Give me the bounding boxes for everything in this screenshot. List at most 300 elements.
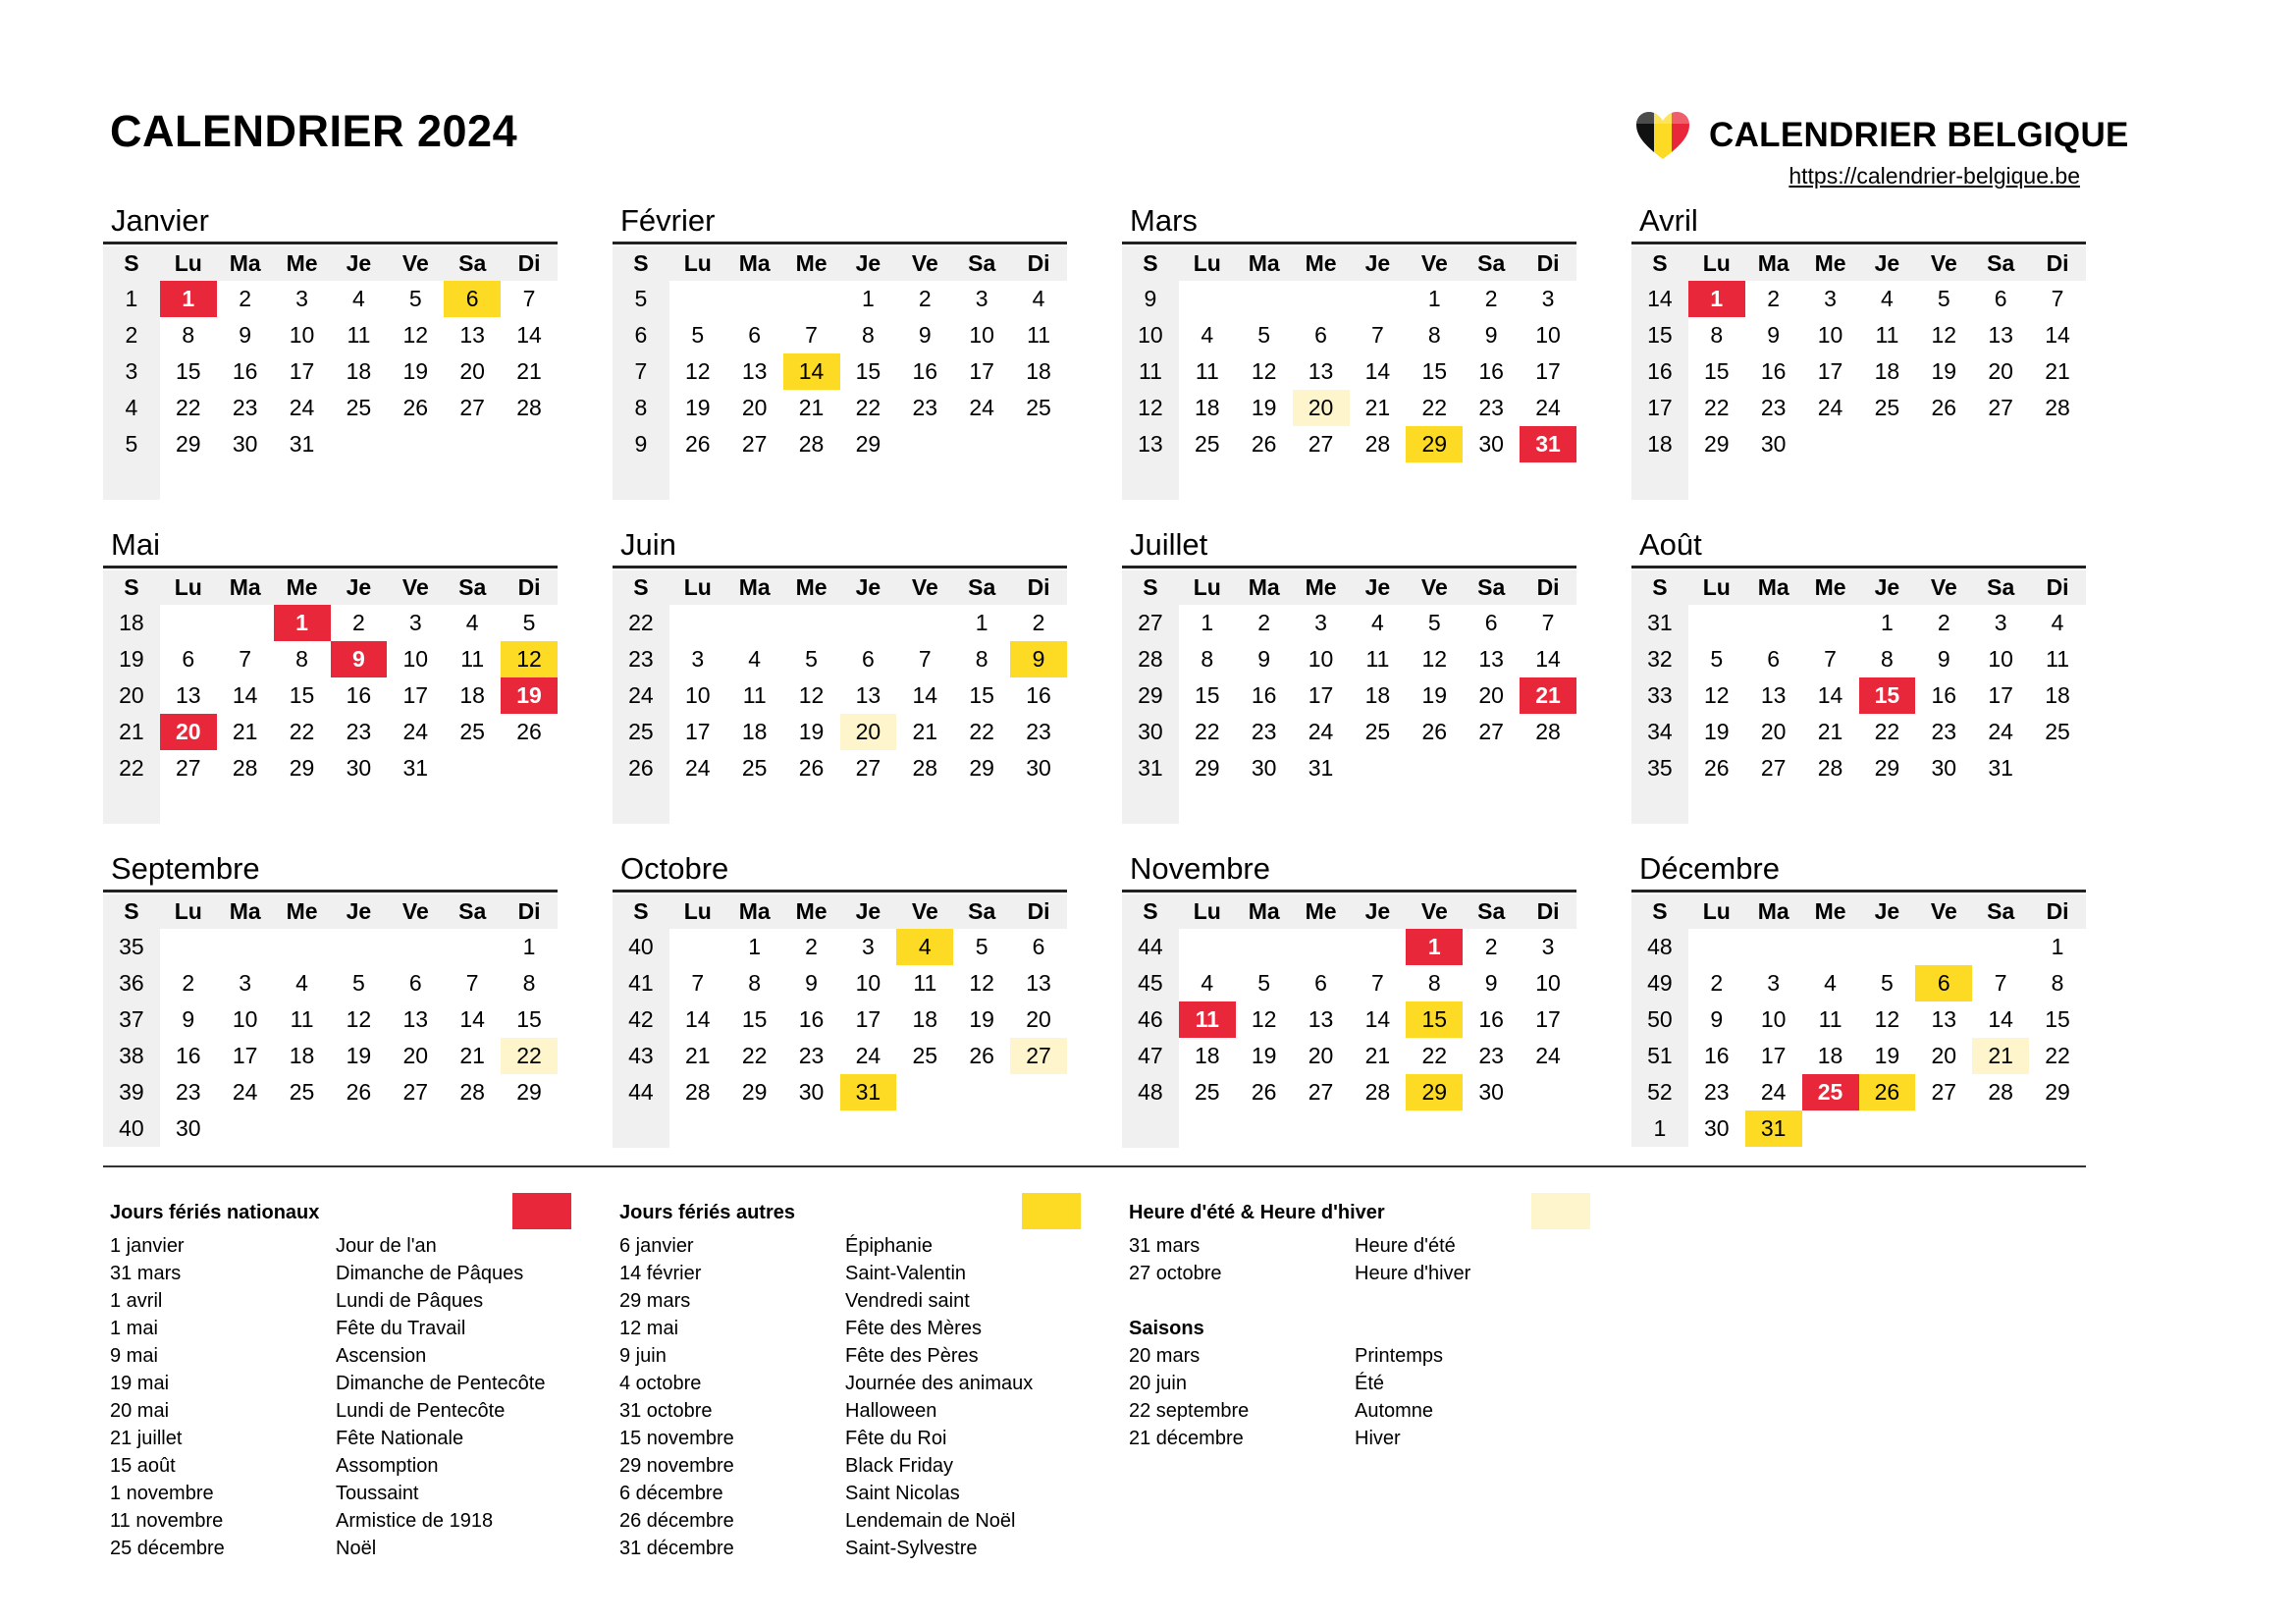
day-cell[interactable]: 24 [969, 395, 994, 420]
day-cell[interactable]: 18 [289, 1043, 315, 1068]
day-cell[interactable]: 15 [516, 1006, 542, 1032]
day-cell[interactable]: 19 [685, 395, 711, 420]
day-cell[interactable]: 13 [1026, 970, 1051, 996]
day-cell[interactable]: 10 [855, 970, 881, 996]
day-cell[interactable]: 18 [1817, 1043, 1843, 1068]
day-cell[interactable]: 10 [1760, 1006, 1787, 1032]
day-cell[interactable]: 30 [1026, 755, 1051, 781]
day-cell[interactable]: 19 [1251, 395, 1277, 420]
day-cell[interactable]: 31 [840, 1074, 897, 1110]
day-cell[interactable]: 31 [1520, 426, 1576, 462]
day-cell[interactable]: 11 [1365, 646, 1390, 672]
day-cell[interactable]: 13 [176, 682, 201, 708]
day-cell[interactable]: 22 [2045, 1043, 2070, 1068]
day-cell[interactable]: 31 [402, 755, 429, 781]
day-cell[interactable]: 16 [1478, 358, 1504, 384]
day-cell[interactable]: 4 [295, 970, 308, 996]
day-cell[interactable]: 25 [1802, 1074, 1859, 1110]
day-cell[interactable]: 13 [1308, 1006, 1334, 1032]
day-cell[interactable]: 12 [798, 682, 825, 708]
day-cell[interactable]: 28 [516, 395, 542, 420]
day-cell[interactable]: 15 [1859, 677, 1916, 714]
day-cell[interactable]: 19 [1931, 358, 1957, 384]
day-cell[interactable]: 18 [741, 719, 768, 744]
day-cell[interactable]: 23 [176, 1079, 201, 1105]
day-cell[interactable]: 6 [182, 646, 195, 672]
day-cell[interactable]: 4 [352, 286, 365, 311]
day-cell[interactable]: 12 [1421, 646, 1448, 672]
day-cell[interactable]: 23 [912, 395, 938, 420]
day-cell[interactable]: 4 [1201, 322, 1214, 348]
day-cell[interactable]: 11 [1027, 322, 1050, 348]
day-cell[interactable]: 10 [969, 322, 994, 348]
day-cell[interactable]: 27 [459, 395, 485, 420]
day-cell[interactable]: 23 [1760, 395, 1787, 420]
day-cell[interactable]: 11 [1179, 1001, 1236, 1038]
day-cell[interactable]: 23 [1251, 719, 1277, 744]
day-cell[interactable]: 11 [1195, 358, 1219, 384]
day-cell[interactable]: 20 [459, 358, 485, 384]
day-cell[interactable]: 14 [1364, 358, 1391, 384]
day-cell[interactable]: 19 [1421, 682, 1448, 708]
day-cell[interactable]: 28 [2045, 395, 2070, 420]
day-cell[interactable]: 7 [1994, 970, 2007, 996]
day-cell[interactable]: 19 [1251, 1043, 1277, 1068]
day-cell[interactable]: 1 [522, 934, 536, 959]
day-cell[interactable]: 17 [685, 719, 711, 744]
day-cell[interactable]: 4 [1824, 970, 1837, 996]
day-cell[interactable]: 30 [798, 1079, 825, 1105]
day-cell[interactable]: 20 [741, 395, 768, 420]
day-cell[interactable]: 13 [1988, 322, 2013, 348]
day-cell[interactable]: 3 [1541, 286, 1555, 311]
day-cell[interactable]: 30 [346, 755, 372, 781]
day-cell[interactable]: 12 [1874, 1006, 1900, 1032]
day-cell[interactable]: 8 [1710, 322, 1724, 348]
day-cell[interactable]: 16 [1026, 682, 1051, 708]
day-cell[interactable]: 10 [685, 682, 711, 708]
day-cell[interactable]: 1 [1201, 610, 1214, 635]
day-cell[interactable]: 26 [1251, 1079, 1277, 1105]
day-cell[interactable]: 24 [402, 719, 429, 744]
day-cell[interactable]: 12 [969, 970, 994, 996]
day-cell[interactable]: 27 [176, 755, 201, 781]
day-cell[interactable]: 18 [1195, 395, 1220, 420]
day-cell[interactable]: 29 [176, 431, 201, 457]
day-cell[interactable]: 28 [1988, 1079, 2013, 1105]
day-cell[interactable]: 30 [1478, 1079, 1504, 1105]
day-cell[interactable]: 5 [408, 286, 422, 311]
day-cell[interactable]: 11 [742, 682, 767, 708]
day-cell[interactable]: 1 [1406, 929, 1463, 965]
day-cell[interactable]: 2 [1032, 610, 1045, 635]
day-cell[interactable]: 14 [1535, 646, 1561, 672]
day-cell[interactable]: 24 [289, 395, 315, 420]
day-cell[interactable]: 18 [912, 1006, 938, 1032]
day-cell[interactable]: 3 [862, 934, 875, 959]
day-cell[interactable]: 25 [912, 1043, 938, 1068]
day-cell[interactable]: 17 [1817, 358, 1843, 384]
day-cell[interactable]: 30 [232, 431, 258, 457]
day-cell[interactable]: 1 [748, 934, 762, 959]
day-cell[interactable]: 16 [346, 682, 372, 708]
day-cell[interactable]: 26 [516, 719, 542, 744]
day-cell[interactable]: 5 [805, 646, 818, 672]
day-cell[interactable]: 22 [501, 1038, 558, 1074]
day-cell[interactable]: 4 [2051, 610, 2064, 635]
day-cell[interactable]: 8 [295, 646, 308, 672]
day-cell[interactable]: 17 [855, 1006, 881, 1032]
day-cell[interactable]: 2 [918, 286, 932, 311]
day-cell[interactable]: 13 [1931, 1006, 1957, 1032]
day-cell[interactable]: 14 [912, 682, 938, 708]
day-cell[interactable]: 8 [862, 322, 875, 348]
day-cell[interactable]: 24 [1817, 395, 1843, 420]
day-cell[interactable]: 13 [402, 1006, 429, 1032]
day-cell[interactable]: 30 [1478, 431, 1504, 457]
day-cell[interactable]: 24 [1760, 1079, 1787, 1105]
day-cell[interactable]: 20 [1988, 358, 2013, 384]
day-cell[interactable]: 28 [1364, 431, 1391, 457]
day-cell[interactable]: 4 [1032, 286, 1045, 311]
day-cell[interactable]: 27 [1931, 1079, 1957, 1105]
day-cell[interactable]: 20 [402, 1043, 429, 1068]
day-cell[interactable]: 11 [290, 1006, 314, 1032]
day-cell[interactable]: 2 [1257, 610, 1271, 635]
day-cell[interactable]: 17 [402, 682, 429, 708]
day-cell[interactable]: 2 [352, 610, 365, 635]
day-cell[interactable]: 18 [2045, 682, 2070, 708]
day-cell[interactable]: 19 [1874, 1043, 1900, 1068]
day-cell[interactable]: 25 [346, 395, 372, 420]
day-cell[interactable]: 27 [402, 1079, 429, 1105]
day-cell[interactable]: 13 [855, 682, 881, 708]
day-cell[interactable]: 2 [239, 286, 252, 311]
day-cell[interactable]: 28 [459, 1079, 485, 1105]
day-cell[interactable]: 25 [1026, 395, 1051, 420]
day-cell[interactable]: 4 [465, 610, 479, 635]
day-cell[interactable]: 14 [516, 322, 542, 348]
day-cell[interactable]: 18 [459, 682, 485, 708]
day-cell[interactable]: 29 [1406, 1074, 1463, 1110]
day-cell[interactable]: 10 [1535, 970, 1561, 996]
day-cell[interactable]: 5 [1257, 322, 1271, 348]
day-cell[interactable]: 7 [522, 286, 536, 311]
day-cell[interactable]: 30 [1704, 1115, 1730, 1141]
day-cell[interactable]: 26 [346, 1079, 372, 1105]
day-cell[interactable]: 6 [1314, 970, 1327, 996]
day-cell[interactable]: 6 [862, 646, 875, 672]
day-cell[interactable]: 9 [1710, 1006, 1724, 1032]
day-cell[interactable]: 28 [1364, 1079, 1391, 1105]
day-cell[interactable]: 7 [2051, 286, 2064, 311]
day-cell[interactable]: 8 [2051, 970, 2064, 996]
day-cell[interactable]: 12 [1931, 322, 1957, 348]
day-cell[interactable]: 10 [1988, 646, 2013, 672]
day-cell[interactable]: 23 [1478, 1043, 1504, 1068]
day-cell[interactable]: 31 [289, 431, 315, 457]
day-cell[interactable]: 12 [1704, 682, 1730, 708]
day-cell[interactable]: 16 [1478, 1006, 1504, 1032]
day-cell[interactable]: 21 [798, 395, 825, 420]
day-cell[interactable]: 29 [969, 755, 994, 781]
website-link[interactable]: https://calendrier-belgique.be [1789, 163, 2080, 189]
day-cell[interactable]: 8 [1427, 970, 1441, 996]
day-cell[interactable]: 1 [1881, 610, 1894, 635]
day-cell[interactable]: 28 [1535, 719, 1561, 744]
day-cell[interactable]: 27 [1308, 1079, 1334, 1105]
day-cell[interactable]: 22 [1421, 1043, 1448, 1068]
day-cell[interactable]: 27 [1988, 395, 2013, 420]
day-cell[interactable]: 13 [1308, 358, 1334, 384]
day-cell[interactable]: 26 [402, 395, 429, 420]
day-cell[interactable]: 28 [685, 1079, 711, 1105]
day-cell[interactable]: 17 [969, 358, 994, 384]
day-cell[interactable]: 23 [798, 1043, 825, 1068]
day-cell[interactable]: 14 [1817, 682, 1843, 708]
day-cell[interactable]: 27 [741, 431, 768, 457]
day-cell[interactable]: 22 [855, 395, 881, 420]
day-cell[interactable]: 23 [1931, 719, 1957, 744]
day-cell[interactable]: 22 [1195, 719, 1220, 744]
day-cell[interactable]: 4 [896, 929, 953, 965]
day-cell[interactable]: 17 [1988, 682, 2013, 708]
day-cell[interactable]: 21 [459, 1043, 485, 1068]
day-cell[interactable]: 25 [1195, 431, 1220, 457]
day-cell[interactable]: 13 [1478, 646, 1504, 672]
day-cell[interactable]: 18 [346, 358, 372, 384]
day-cell[interactable]: 28 [1817, 755, 1843, 781]
day-cell[interactable]: 3 [408, 610, 422, 635]
day-cell[interactable]: 21 [1364, 1043, 1391, 1068]
day-cell[interactable]: 30 [1760, 431, 1787, 457]
day-cell[interactable]: 28 [912, 755, 938, 781]
day-cell[interactable]: 29 [1874, 755, 1900, 781]
day-cell[interactable]: 8 [975, 646, 988, 672]
day-cell[interactable]: 29 [855, 431, 881, 457]
day-cell[interactable]: 2 [805, 934, 818, 959]
day-cell[interactable]: 5 [1710, 646, 1724, 672]
day-cell[interactable]: 7 [1824, 646, 1837, 672]
day-cell[interactable]: 7 [1371, 322, 1384, 348]
day-cell[interactable]: 1 [274, 605, 331, 641]
day-cell[interactable]: 29 [289, 755, 315, 781]
day-cell[interactable]: 29 [516, 1079, 542, 1105]
day-cell[interactable]: 4 [1371, 610, 1384, 635]
day-cell[interactable]: 30 [1931, 755, 1957, 781]
day-cell[interactable]: 15 [1421, 358, 1448, 384]
day-cell[interactable]: 1 [2051, 934, 2064, 959]
day-cell[interactable]: 21 [1364, 395, 1391, 420]
day-cell[interactable]: 26 [798, 755, 825, 781]
day-cell[interactable]: 16 [176, 1043, 201, 1068]
day-cell[interactable]: 7 [918, 646, 932, 672]
day-cell[interactable]: 17 [1308, 682, 1334, 708]
day-cell[interactable]: 6 [408, 970, 422, 996]
day-cell[interactable]: 7 [691, 970, 705, 996]
day-cell[interactable]: 25 [741, 755, 768, 781]
day-cell[interactable]: 4 [1201, 970, 1214, 996]
day-cell[interactable]: 22 [176, 395, 201, 420]
day-cell[interactable]: 5 [1881, 970, 1894, 996]
day-cell[interactable]: 21 [232, 719, 258, 744]
day-cell[interactable]: 1 [1688, 281, 1745, 317]
day-cell[interactable]: 29 [1704, 431, 1730, 457]
day-cell[interactable]: 9 [182, 1006, 195, 1032]
day-cell[interactable]: 14 [2045, 322, 2070, 348]
day-cell[interactable]: 16 [1760, 358, 1787, 384]
day-cell[interactable]: 25 [1364, 719, 1391, 744]
day-cell[interactable]: 19 [1704, 719, 1730, 744]
day-cell[interactable]: 12 [685, 358, 711, 384]
day-cell[interactable]: 15 [969, 682, 994, 708]
day-cell[interactable]: 28 [232, 755, 258, 781]
day-cell[interactable]: 29 [2045, 1079, 2070, 1105]
day-cell[interactable]: 24 [1988, 719, 2013, 744]
day-cell[interactable]: 15 [176, 358, 201, 384]
day-cell[interactable]: 27 [1478, 719, 1504, 744]
day-cell[interactable]: 3 [975, 286, 988, 311]
day-cell[interactable]: 2 [1484, 934, 1498, 959]
day-cell[interactable]: 11 [1875, 322, 1899, 348]
day-cell[interactable]: 11 [1818, 1006, 1842, 1032]
day-cell[interactable]: 12 [1251, 358, 1277, 384]
day-cell[interactable]: 19 [346, 1043, 372, 1068]
day-cell[interactable]: 5 [691, 322, 705, 348]
day-cell[interactable]: 9 [1257, 646, 1271, 672]
day-cell[interactable]: 2 [182, 970, 195, 996]
day-cell[interactable]: 20 [160, 714, 217, 750]
day-cell[interactable]: 8 [1427, 322, 1441, 348]
day-cell[interactable]: 7 [239, 646, 252, 672]
day-cell[interactable]: 27 [1308, 431, 1334, 457]
day-cell[interactable]: 12 [501, 641, 558, 677]
day-cell[interactable]: 6 [1767, 646, 1781, 672]
day-cell[interactable]: 26 [685, 431, 711, 457]
day-cell[interactable]: 29 [741, 1079, 768, 1105]
day-cell[interactable]: 3 [1314, 610, 1327, 635]
day-cell[interactable]: 7 [465, 970, 479, 996]
day-cell[interactable]: 9 [1010, 641, 1067, 677]
day-cell[interactable]: 21 [1972, 1038, 2029, 1074]
day-cell[interactable]: 15 [855, 358, 881, 384]
day-cell[interactable]: 15 [1406, 1001, 1463, 1038]
day-cell[interactable]: 14 [232, 682, 258, 708]
day-cell[interactable]: 26 [1421, 719, 1448, 744]
day-cell[interactable]: 27 [1760, 755, 1787, 781]
day-cell[interactable]: 13 [459, 322, 485, 348]
day-cell[interactable]: 7 [1541, 610, 1555, 635]
day-cell[interactable]: 23 [232, 395, 258, 420]
day-cell[interactable]: 3 [239, 970, 252, 996]
day-cell[interactable]: 17 [289, 358, 315, 384]
day-cell[interactable]: 17 [1535, 358, 1561, 384]
day-cell[interactable]: 6 [1994, 286, 2007, 311]
day-cell[interactable]: 3 [1994, 610, 2007, 635]
day-cell[interactable]: 2 [1767, 286, 1781, 311]
day-cell[interactable]: 6 [1032, 934, 1045, 959]
day-cell[interactable]: 10 [289, 322, 315, 348]
day-cell[interactable]: 8 [522, 970, 536, 996]
day-cell[interactable]: 20 [1308, 1043, 1334, 1068]
day-cell[interactable]: 16 [798, 1006, 825, 1032]
day-cell[interactable]: 14 [783, 353, 840, 390]
day-cell[interactable]: 4 [1881, 286, 1894, 311]
day-cell[interactable]: 5 [352, 970, 365, 996]
day-cell[interactable]: 23 [1704, 1079, 1730, 1105]
day-cell[interactable]: 11 [347, 322, 371, 348]
day-cell[interactable]: 25 [1195, 1079, 1220, 1105]
day-cell[interactable]: 2 [1484, 286, 1498, 311]
day-cell[interactable]: 5 [522, 610, 536, 635]
day-cell[interactable]: 9 [1484, 322, 1498, 348]
day-cell[interactable]: 8 [1201, 646, 1214, 672]
day-cell[interactable]: 7 [1371, 970, 1384, 996]
day-cell[interactable]: 7 [805, 322, 818, 348]
day-cell[interactable]: 5 [1257, 970, 1271, 996]
day-cell[interactable]: 30 [1251, 755, 1277, 781]
day-cell[interactable]: 26 [1859, 1074, 1916, 1110]
day-cell[interactable]: 27 [855, 755, 881, 781]
day-cell[interactable]: 10 [402, 646, 429, 672]
day-cell[interactable]: 18 [1026, 358, 1051, 384]
day-cell[interactable]: 23 [346, 719, 372, 744]
day-cell[interactable]: 16 [912, 358, 938, 384]
day-cell[interactable]: 17 [1760, 1043, 1787, 1068]
day-cell[interactable]: 9 [805, 970, 818, 996]
day-cell[interactable]: 12 [1251, 1006, 1277, 1032]
day-cell[interactable]: 8 [182, 322, 195, 348]
day-cell[interactable]: 20 [1478, 682, 1504, 708]
day-cell[interactable]: 26 [1931, 395, 1957, 420]
day-cell[interactable]: 11 [2046, 646, 2069, 672]
day-cell[interactable]: 12 [346, 1006, 372, 1032]
day-cell[interactable]: 15 [1704, 358, 1730, 384]
day-cell[interactable]: 9 [331, 641, 388, 677]
day-cell[interactable]: 1 [160, 281, 217, 317]
day-cell[interactable]: 26 [1251, 431, 1277, 457]
day-cell[interactable]: 24 [232, 1079, 258, 1105]
day-cell[interactable]: 10 [1535, 322, 1561, 348]
day-cell[interactable]: 11 [913, 970, 937, 996]
day-cell[interactable]: 1 [1427, 286, 1441, 311]
day-cell[interactable]: 6 [1915, 965, 1972, 1001]
day-cell[interactable]: 20 [1760, 719, 1787, 744]
day-cell[interactable]: 3 [1824, 286, 1837, 311]
day-cell[interactable]: 25 [2045, 719, 2070, 744]
day-cell[interactable]: 16 [1251, 682, 1277, 708]
day-cell[interactable]: 17 [1535, 1006, 1561, 1032]
day-cell[interactable]: 14 [1988, 1006, 2013, 1032]
day-cell[interactable]: 20 [840, 714, 897, 750]
day-cell[interactable]: 25 [1874, 395, 1900, 420]
day-cell[interactable]: 13 [1760, 682, 1787, 708]
day-cell[interactable]: 2 [1937, 610, 1950, 635]
day-cell[interactable]: 21 [516, 358, 542, 384]
day-cell[interactable]: 10 [1817, 322, 1843, 348]
day-cell[interactable]: 16 [1704, 1043, 1730, 1068]
day-cell[interactable]: 15 [741, 1006, 768, 1032]
day-cell[interactable]: 22 [969, 719, 994, 744]
day-cell[interactable]: 6 [1484, 610, 1498, 635]
day-cell[interactable]: 2 [1710, 970, 1724, 996]
day-cell[interactable]: 18 [1195, 1043, 1220, 1068]
day-cell[interactable]: 13 [741, 358, 768, 384]
day-cell[interactable]: 24 [1535, 395, 1561, 420]
day-cell[interactable]: 24 [1308, 719, 1334, 744]
day-cell[interactable]: 26 [969, 1043, 994, 1068]
day-cell[interactable]: 5 [1937, 286, 1950, 311]
